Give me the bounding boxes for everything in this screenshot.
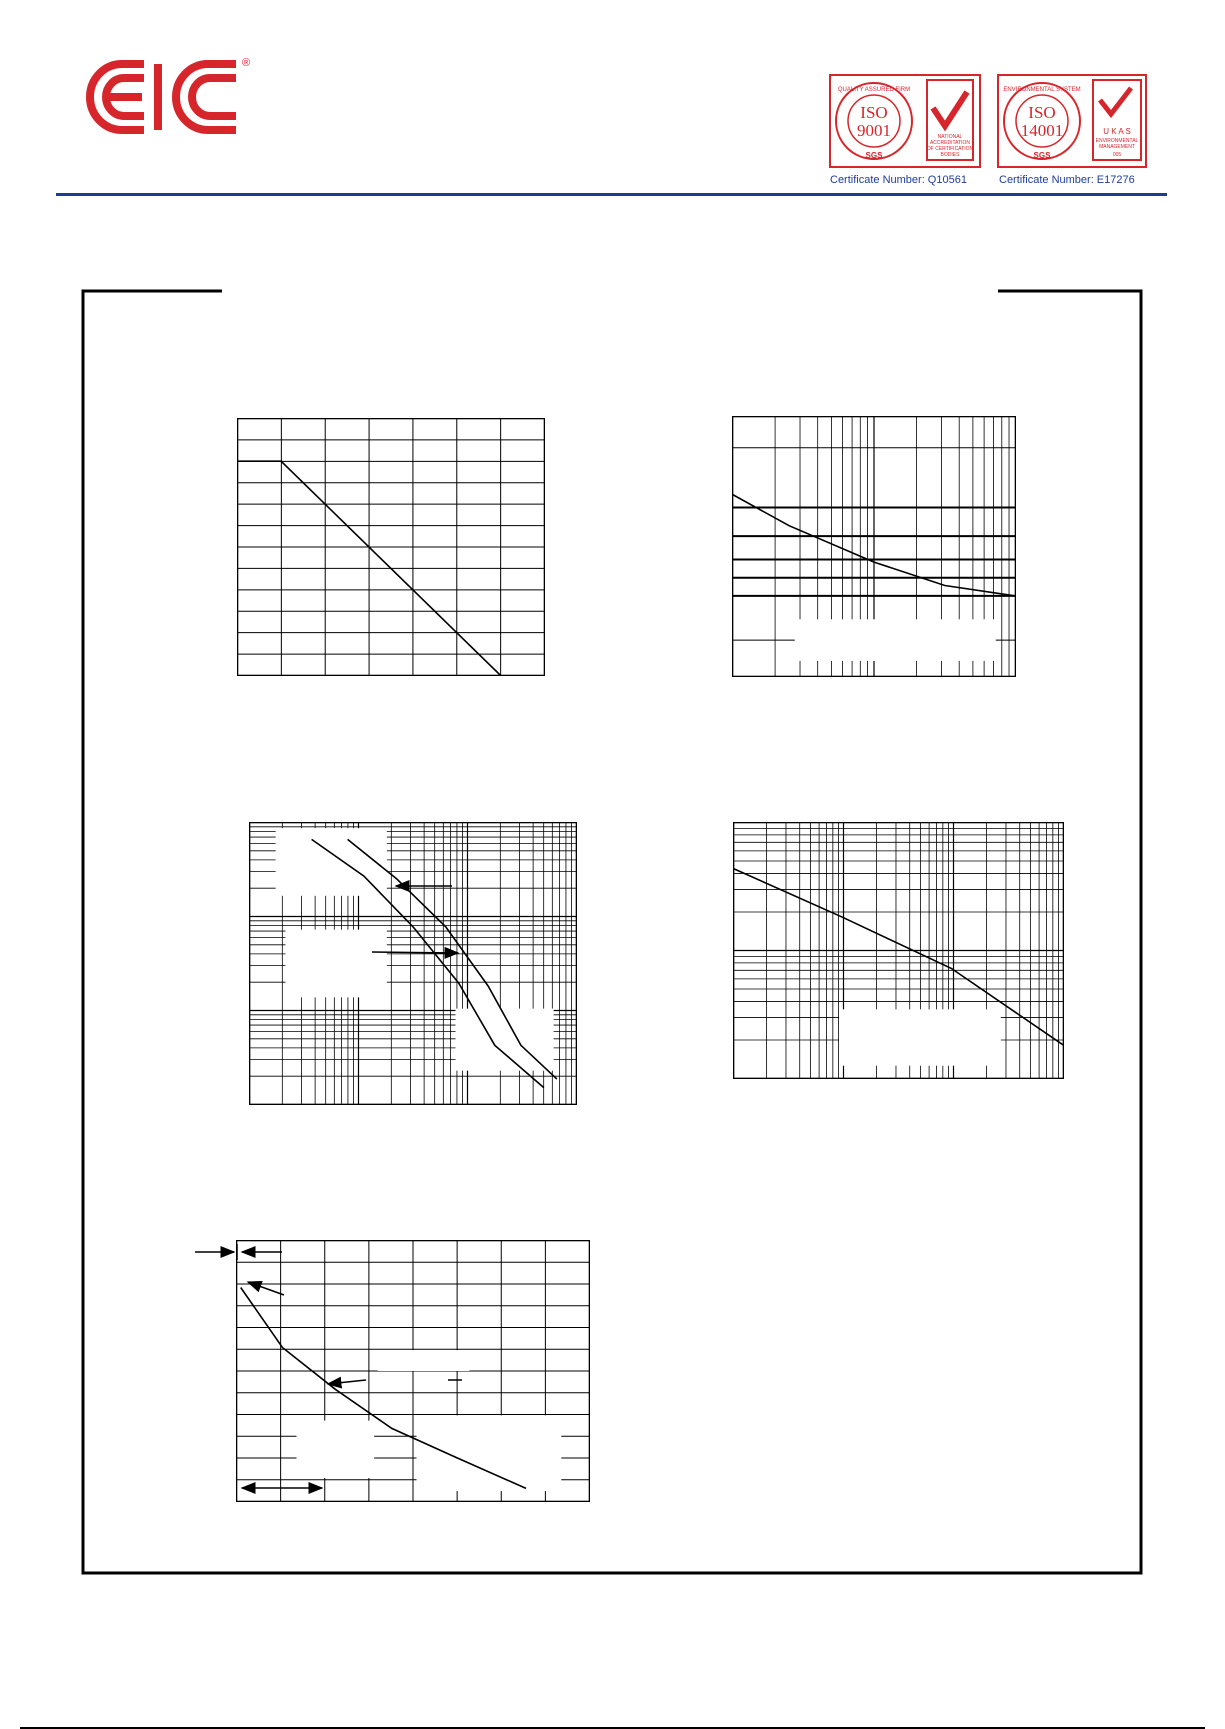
svg-text:BODIES: BODIES	[940, 152, 960, 158]
svg-text:ENVIRONMENTAL SYSTEM: ENVIRONMENTAL SYSTEM	[1003, 87, 1081, 93]
svg-text:NATIONAL: NATIONAL	[937, 134, 963, 140]
svg-text:ISO: ISO	[860, 103, 888, 122]
svg-text:SGS: SGS	[1033, 151, 1051, 160]
annotation-arrow	[372, 952, 458, 953]
registered-mark: ®	[242, 57, 251, 69]
svg-text:SGS: SGS	[865, 151, 883, 160]
svg-text:005: 005	[1112, 152, 1122, 158]
annotation-arrow	[328, 1380, 366, 1384]
svg-text:QUALITY ASSURED FIRM: QUALITY ASSURED FIRM	[837, 87, 911, 93]
svg-text:14001: 14001	[1020, 121, 1064, 140]
annotation-arrow	[248, 1282, 284, 1295]
svg-text:MANAGEMENT: MANAGEMENT	[1099, 144, 1135, 150]
svg-text:U K A S: U K A S	[1103, 127, 1131, 136]
certificate-number-label: Certificate Number: E17276	[999, 174, 1135, 186]
svg-text:ACCREDITATION: ACCREDITATION	[929, 140, 971, 146]
svg-text:OF CERTIFICATION: OF CERTIFICATION	[926, 146, 974, 152]
svg-text:ISO: ISO	[1028, 103, 1056, 122]
svg-text:ENVIRONMENTAL: ENVIRONMENTAL	[1095, 138, 1139, 144]
certificate-number-label: Certificate Number: Q10561	[830, 174, 967, 186]
svg-text:9001: 9001	[857, 121, 891, 140]
